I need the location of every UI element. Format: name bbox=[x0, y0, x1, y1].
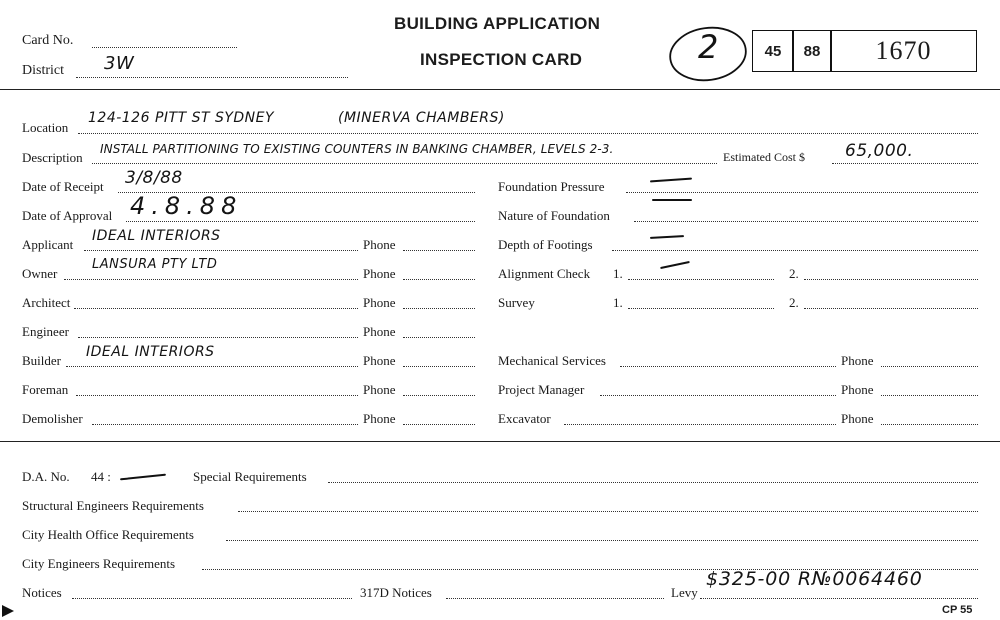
notices-label: Notices bbox=[22, 585, 62, 600]
builder-line bbox=[66, 366, 358, 367]
district-value: 3W bbox=[104, 53, 135, 74]
alignment-check-2: 2. bbox=[789, 266, 799, 281]
survey-1: 1. bbox=[613, 295, 623, 310]
title-line-1: BUILDING APPLICATION bbox=[394, 14, 601, 33]
owner-value: LANSURA PTY LTD bbox=[92, 257, 218, 272]
da-no-dash bbox=[120, 474, 166, 481]
project-manager-line bbox=[600, 395, 836, 396]
excavator-label: Excavator bbox=[498, 411, 551, 426]
foreman-phone-line bbox=[403, 395, 475, 396]
foreman-phone-label: Phone bbox=[363, 382, 396, 397]
builder-label: Builder bbox=[22, 353, 61, 368]
demolisher-line bbox=[92, 424, 358, 425]
circled-number: 2 bbox=[698, 28, 719, 66]
excavator-phone-label: Phone bbox=[841, 411, 874, 426]
owner-label: Owner bbox=[22, 266, 58, 281]
district-line bbox=[76, 77, 348, 78]
description-line bbox=[92, 163, 717, 164]
city-engineers-label: City Engineers Requirements bbox=[22, 556, 176, 571]
architect-line bbox=[74, 308, 358, 309]
project-manager-phone-label: Phone bbox=[841, 382, 874, 397]
builder-value: IDEAL INTERIORS bbox=[86, 344, 215, 360]
foreman-line bbox=[76, 395, 358, 396]
estimated-cost-line bbox=[832, 163, 978, 164]
structural-engineers-line bbox=[238, 511, 978, 512]
location-label: Location bbox=[22, 120, 69, 135]
notices-317d-label: 317D Notices bbox=[360, 585, 432, 600]
applicant-value: IDEAL INTERIORS bbox=[92, 228, 221, 244]
engineer-phone-line bbox=[403, 337, 475, 338]
project-manager-phone-line bbox=[881, 395, 978, 396]
demolisher-phone-label: Phone bbox=[363, 411, 396, 426]
levy-label: Levy bbox=[671, 585, 698, 600]
ref-box-1-value: 45 bbox=[764, 42, 782, 60]
ref-box-3 bbox=[830, 30, 977, 72]
notices-line bbox=[72, 598, 352, 599]
depth-of-footings-dash bbox=[650, 235, 684, 239]
divider-top bbox=[0, 89, 1000, 90]
applicant-phone-line bbox=[403, 250, 475, 251]
depth-of-footings-label: Depth of Footings bbox=[498, 237, 593, 252]
nature-of-foundation-line bbox=[634, 221, 978, 222]
builder-phone-line bbox=[403, 366, 475, 367]
card-no-label: Card No. bbox=[22, 33, 74, 48]
date-of-receipt-value: 3/8/88 bbox=[125, 168, 183, 188]
survey-1-line bbox=[628, 308, 774, 309]
survey-2: 2. bbox=[789, 295, 799, 310]
ref-box-1 bbox=[752, 30, 794, 72]
alignment-check-2-line bbox=[804, 279, 978, 280]
foreman-label: Foreman bbox=[22, 382, 69, 397]
district-label: District bbox=[22, 63, 64, 78]
special-requirements-line bbox=[328, 482, 978, 483]
mechanical-services-phone-label: Phone bbox=[841, 353, 874, 368]
foundation-pressure-label: Foundation Pressure bbox=[498, 179, 605, 194]
engineer-label: Engineer bbox=[22, 324, 69, 339]
estimated-cost-value: 65,000. bbox=[845, 141, 914, 161]
nature-of-foundation-label: Nature of Foundation bbox=[498, 208, 610, 223]
description-value: INSTALL PARTITIONING TO EXISTING COUNTERS IN BANKING CHAMBER, LEVELS 2-3. bbox=[100, 142, 614, 156]
date-of-receipt-label: Date of Receipt bbox=[22, 179, 104, 194]
date-of-approval-line bbox=[126, 221, 475, 222]
divider-middle bbox=[0, 441, 1000, 442]
alignment-check-dash bbox=[660, 261, 690, 269]
levy-value: $325-00 R№0064460 bbox=[706, 568, 923, 590]
engineer-line bbox=[78, 337, 358, 338]
applicant-phone-label: Phone bbox=[363, 237, 396, 252]
survey-label: Survey bbox=[498, 295, 535, 310]
architect-phone-label: Phone bbox=[363, 295, 396, 310]
demolisher-label: Demolisher bbox=[22, 411, 83, 426]
corner-arrow-icon bbox=[0, 602, 16, 618]
notices-317d-line bbox=[446, 598, 664, 599]
da-no-label: D.A. No. bbox=[22, 469, 70, 484]
mechanical-services-phone-line bbox=[881, 366, 978, 367]
foundation-pressure-line bbox=[626, 192, 978, 193]
description-label: Description bbox=[22, 150, 83, 165]
city-health-line bbox=[226, 540, 978, 541]
location-value: 124-126 PITT ST SYDNEY bbox=[88, 110, 275, 126]
engineer-phone-label: Phone bbox=[363, 324, 396, 339]
alignment-check-label: Alignment Check bbox=[498, 266, 591, 281]
owner-line bbox=[64, 279, 358, 280]
excavator-phone-line bbox=[881, 424, 978, 425]
ref-box-3-value: 1670 bbox=[875, 36, 932, 65]
city-health-label: City Health Office Requirements bbox=[22, 527, 194, 542]
card-no-line bbox=[92, 47, 237, 48]
alignment-check-1: 1. bbox=[613, 266, 623, 281]
architect-label: Architect bbox=[22, 295, 71, 310]
mechanical-services-label: Mechanical Services bbox=[498, 353, 606, 368]
demolisher-phone-line bbox=[403, 424, 475, 425]
mechanical-services-line bbox=[620, 366, 836, 367]
alignment-check-1-line bbox=[628, 279, 774, 280]
owner-phone-line bbox=[403, 279, 475, 280]
depth-of-footings-line bbox=[612, 250, 978, 251]
architect-phone-line bbox=[403, 308, 475, 309]
levy-line bbox=[700, 598, 978, 599]
special-requirements-label: Special Requirements bbox=[193, 469, 307, 484]
survey-2-line bbox=[804, 308, 978, 309]
date-of-approval-value: 4.8.88 bbox=[130, 192, 243, 220]
location-line bbox=[78, 133, 978, 134]
project-manager-label: Project Manager bbox=[498, 382, 585, 397]
applicant-label: Applicant bbox=[22, 237, 74, 252]
title-line-2: INSPECTION CARD bbox=[420, 50, 583, 69]
foundation-pressure-dash bbox=[650, 178, 692, 183]
applicant-line bbox=[84, 250, 358, 251]
builder-phone-label: Phone bbox=[363, 353, 396, 368]
da-no-prefix: 44 : bbox=[91, 469, 111, 484]
ref-box-2 bbox=[792, 30, 832, 72]
location-note: (MINERVA CHAMBERS) bbox=[338, 110, 505, 126]
structural-engineers-label: Structural Engineers Requirements bbox=[22, 498, 204, 513]
ref-box-2-value: 88 bbox=[803, 42, 821, 60]
owner-phone-label: Phone bbox=[363, 266, 396, 281]
form-code: CP 55 bbox=[942, 604, 973, 616]
estimated-cost-label: Estimated Cost $ bbox=[723, 150, 805, 164]
excavator-line bbox=[564, 424, 836, 425]
nature-of-foundation-dash bbox=[652, 199, 692, 201]
date-of-approval-label: Date of Approval bbox=[22, 208, 113, 223]
